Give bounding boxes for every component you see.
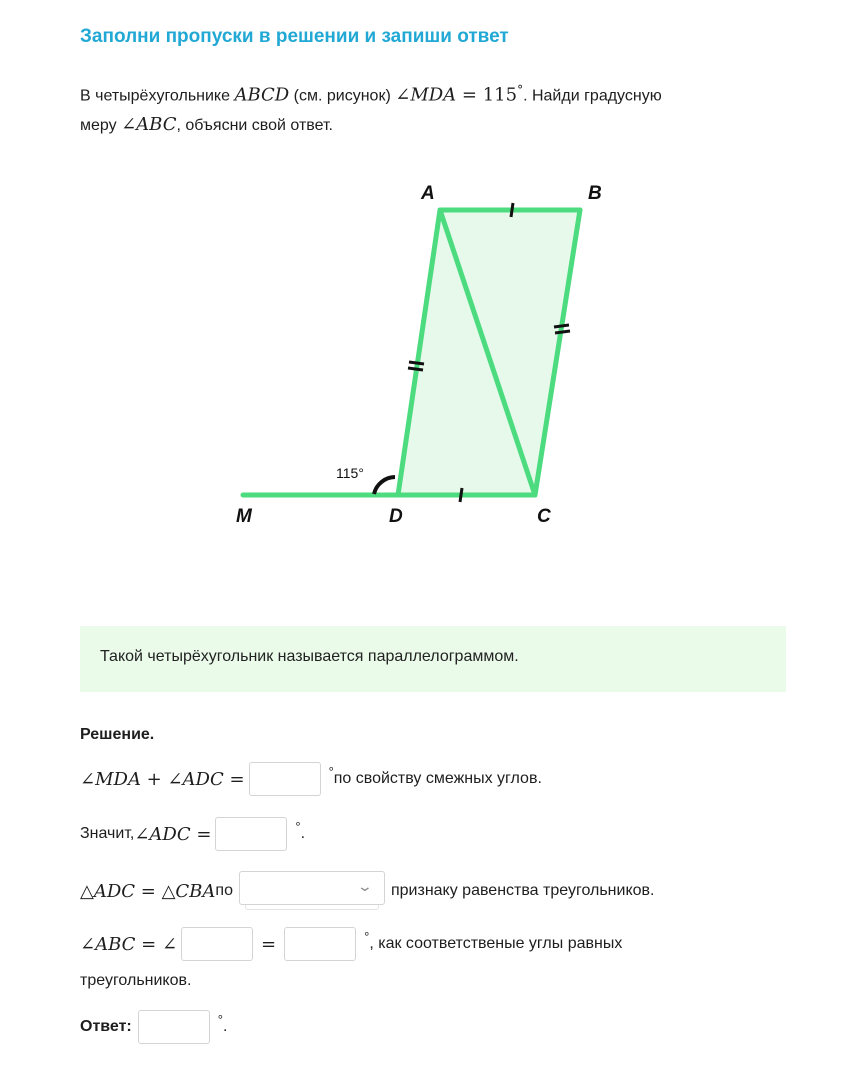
label-c: C <box>537 506 551 527</box>
tick-dc <box>460 488 462 502</box>
line3-expression: △ADC = △CBA <box>80 880 216 902</box>
input-adjacent-sum[interactable] <box>249 762 321 796</box>
statement-text-4: меру <box>80 117 122 135</box>
label-b: B <box>588 183 602 204</box>
solution-line-3 <box>80 871 654 911</box>
answer-degree: ° <box>217 1011 223 1027</box>
line3-po: по <box>215 882 233 899</box>
line2-suffix: . <box>300 825 306 842</box>
line4-continuation: треугольников. <box>80 972 192 989</box>
line2-expression: ∠ADC = <box>134 823 212 845</box>
tick-ab <box>511 203 513 217</box>
line3-text: признаку равенства треугольников. <box>390 882 655 899</box>
solution-line-2 <box>80 817 305 851</box>
label-m: M <box>236 506 252 527</box>
task-title: Заполни пропуски в решении и запиши ответ <box>80 26 509 47</box>
tick-bc-1 <box>554 325 569 327</box>
line1-text: по свойству смежных углов. <box>333 770 542 787</box>
criterion-select-shadow <box>245 905 379 910</box>
line1-expression: ∠MDA + ∠ADC = <box>80 768 245 790</box>
statement-text-3: . Найди градусную <box>523 87 662 105</box>
hint-box <box>80 626 786 692</box>
statement-text-1: В четырёхугольнике <box>80 87 235 105</box>
line2-degree: ° <box>295 818 301 834</box>
answer-line <box>80 1010 227 1044</box>
line4-equals: = <box>261 933 277 955</box>
angle-abc: ∠ABC <box>121 114 177 136</box>
tick-ad-1 <box>409 362 424 364</box>
input-angle-value[interactable] <box>284 927 356 961</box>
answer-suffix: . <box>222 1018 228 1035</box>
statement-text-5: , объясни свой ответ. <box>176 117 333 135</box>
chevron-down-icon[interactable]: ⌄ <box>356 878 374 894</box>
tick-ad-2 <box>408 368 423 370</box>
hint-text: Такой четырёхугольник называется параллелограммом. <box>100 648 519 665</box>
angle-mda-value: = 115 <box>456 84 518 106</box>
line1-degree: ° <box>328 763 334 779</box>
solution-line-4 <box>80 927 622 961</box>
solution-heading: Решение. <box>80 726 155 743</box>
solution-line-1 <box>80 762 542 796</box>
criterion-select[interactable] <box>239 871 385 911</box>
line4-degree: ° <box>364 928 370 944</box>
angle-arc-mda <box>374 477 395 494</box>
input-angle-adc[interactable] <box>215 817 287 851</box>
line4-text: , как соответственые углы равных <box>369 935 623 952</box>
label-a: A <box>421 183 435 204</box>
degree-sign: ° <box>517 83 524 97</box>
quadrilateral-name: ABCD <box>234 84 290 106</box>
angle-mda: ∠MDA <box>395 84 457 106</box>
answer-label: Ответ: <box>80 1018 132 1035</box>
statement-text-2: (см. рисунок) <box>289 87 396 105</box>
input-answer[interactable] <box>138 1010 210 1044</box>
line4-expression: ∠ABC = ∠ <box>80 933 178 955</box>
tick-bc-2 <box>555 331 570 333</box>
angle-label-115: 115° <box>336 465 364 481</box>
input-angle-name[interactable] <box>181 927 253 961</box>
label-d: D <box>389 506 403 527</box>
line2-prefix: Значит, <box>80 825 135 842</box>
